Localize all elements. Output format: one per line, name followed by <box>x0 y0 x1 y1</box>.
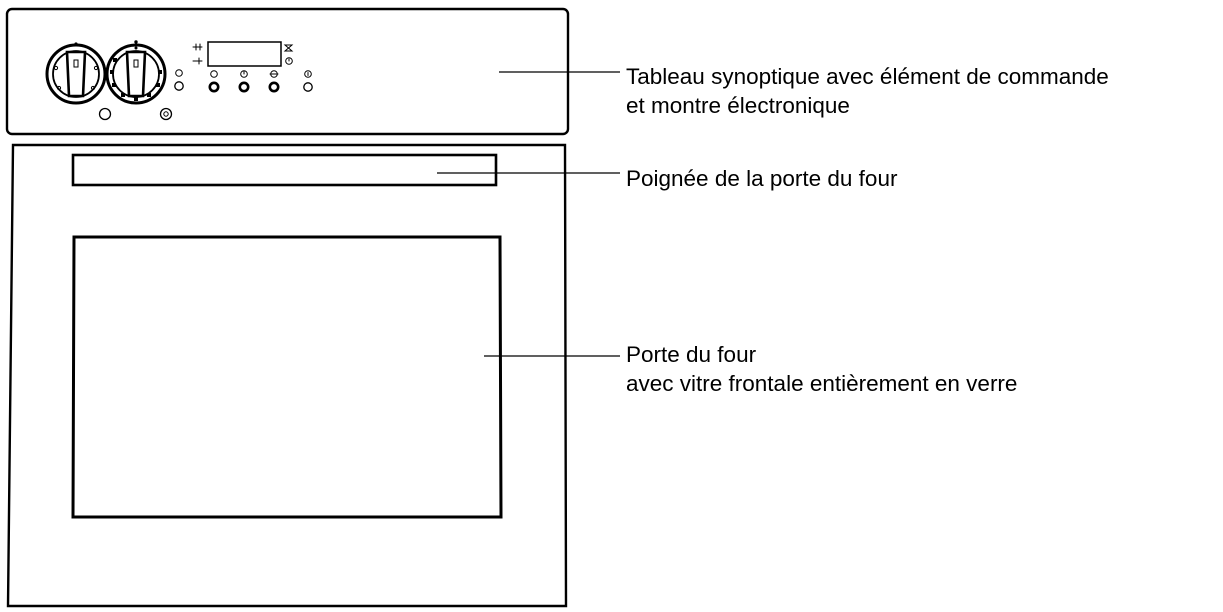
oven-door-frame <box>8 145 566 606</box>
cooking-time-icon <box>193 44 202 50</box>
oven-function-knob-icon[interactable] <box>47 42 105 103</box>
door-handle[interactable] <box>73 155 496 185</box>
label-control-panel-line1: Tableau synoptique avec élément de commande <box>626 64 1109 89</box>
oven-door <box>8 145 566 606</box>
button-end-time-icon[interactable] <box>240 83 248 91</box>
temperature-indicator-icon <box>161 109 172 120</box>
leader-lines <box>437 72 620 356</box>
label-door-handle <box>626 164 897 193</box>
label-oven-door-line2: avec vitre frontale entièrement en verre <box>626 371 1018 396</box>
label-oven-door-line1: Porte du four <box>626 342 757 367</box>
label-door-handle-line1: Poignée de la porte du four <box>626 166 898 191</box>
timer-bell-icon <box>285 45 292 51</box>
clock-icon <box>286 58 293 65</box>
button-minus-plus-icon[interactable] <box>304 83 312 91</box>
clock-display-icon <box>208 42 281 66</box>
button-duration-icon[interactable] <box>210 83 218 91</box>
button-minus-icon[interactable] <box>270 83 278 91</box>
end-time-icon <box>193 58 202 64</box>
oven-light-indicator-icon <box>100 109 111 120</box>
control-panel-frame <box>7 9 568 134</box>
button-symbols <box>176 70 312 78</box>
label-control-panel <box>626 62 1109 120</box>
door-window <box>73 237 501 517</box>
control-panel <box>7 9 568 134</box>
label-control-panel-line2: et montre électronique <box>626 93 850 118</box>
label-oven-door <box>626 340 1017 398</box>
button-clock-icon[interactable] <box>175 82 183 90</box>
temperature-knob-icon[interactable] <box>107 40 165 103</box>
